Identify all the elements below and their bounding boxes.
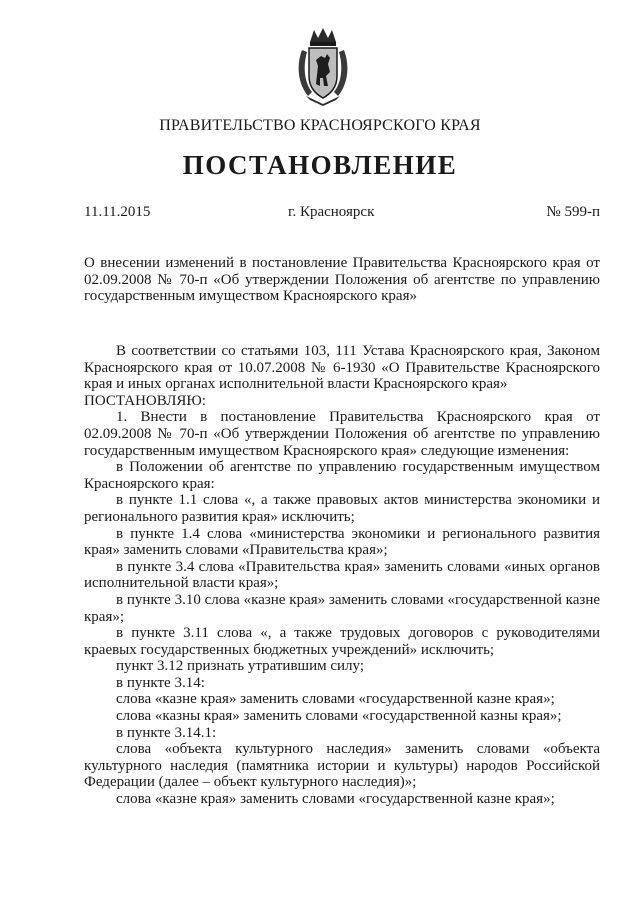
paragraph: в пункте 3.14: <box>116 674 205 691</box>
document-city: г. Красноярск <box>288 204 375 220</box>
paragraph: в пункте 3.10 слова «казне края» заменить словами «государственной казне края»; <box>84 591 600 625</box>
paragraph: слова «казны края» заменить словами «государственной казны края»; <box>116 708 562 725</box>
paragraph-resolve: ПОСТАНОВЛЯЮ: <box>84 392 206 409</box>
document-body <box>84 343 600 808</box>
paragraph: слова «казне края» заменить словами «государственной казне края»; <box>116 691 555 708</box>
paragraph: в пункте 3.4 слова «Правительства края» заменить словами «иных органов исполнительной власти края»; <box>84 558 600 592</box>
paragraph: В соответствии со статьями 103, 111 Устава Красноярского края, Законом Красноярского края от 10.07.2008 № 6-1930 «О Правительстве Красноярского края и иных органах исполнительной власти Красноярского края» <box>84 343 600 393</box>
paragraph: в пункте 3.14.1: <box>116 724 217 741</box>
government-name: ПРАВИТЕЛЬСТВО КРАСНОЯРСКОГО КРАЯ <box>159 117 481 134</box>
paragraph: в пункте 1.4 слова «министерства экономики и регионального развития края» заменить словами «Правительства края»; <box>84 525 600 559</box>
paragraph: слова «казне края» заменить словами «государственной казне края»; <box>116 791 555 808</box>
document-number: № 599-п <box>546 204 600 220</box>
document-subject: О внесении изменений в постановление Правительства Красноярского края от 02.09.2008 № 70-п «Об утверждении Положения об агентстве по управлению государственным имуществом Красноярского края» <box>84 255 600 305</box>
paragraph: 1. Внести в постановление Правительства Красноярского края от 02.09.2008 № 70-п «Об утверждении Положения об агентстве по управлению государственным имуществом Красноярского края» следующие изменения: <box>84 409 600 459</box>
paragraph: в Положении об агентстве по управлению государственным имуществом Красноярского края: <box>84 459 600 492</box>
paragraph: в пункте 3.11 слова «, а также трудовых договоров с руководителями краевых государственных бюджетных учреждений» исключить; <box>84 625 600 658</box>
paragraph: слова «объекта культурного наследия» заменить словами «объекта культурного наследия (памятника истории и культуры) народов Российской Федерации (далее – объект культурного наследия)»; <box>84 741 600 791</box>
coat-of-arms-icon <box>296 26 350 106</box>
document-title: ПОСТАНОВЛЕНИЕ <box>182 150 458 180</box>
paragraph: пункт 3.12 признать утратившим силу; <box>116 658 365 675</box>
document-date: 11.11.2015 <box>84 204 151 220</box>
paragraph: в пункте 1.1 слова «, а также правовых актов министерства экономики и регионального развития края» исключить; <box>84 492 600 525</box>
